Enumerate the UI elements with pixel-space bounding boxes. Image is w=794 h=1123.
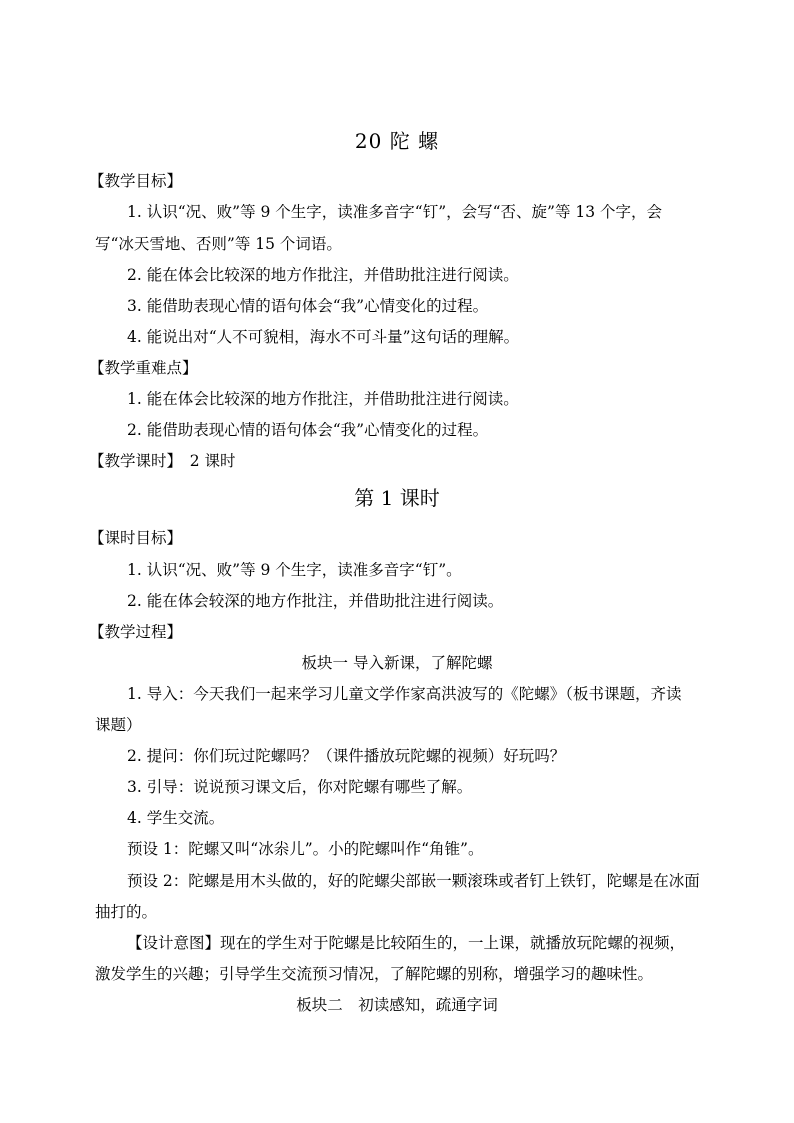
step-4: 4. 学生交流。	[127, 809, 225, 827]
heading-teaching-process: 【教学过程】	[89, 623, 183, 641]
page-title: 20 陀 螺	[354, 129, 440, 153]
heading-teaching-goals: 【教学目标】	[89, 172, 183, 190]
goal-item-3: 3. 能借助表现心情的语句体会“我”心情变化的过程。	[127, 297, 489, 315]
key-point-1: 1. 能在体会比较深的地方作批注，并借助批注进行阅读。	[127, 390, 519, 408]
step-2: 2. 提问：你们玩过陀螺吗？（课件播放玩陀螺的视频）好玩吗？	[127, 747, 566, 765]
goal-item-1: 1. 认识“况、败”等 9 个生字，读准多音字“钉”，会写“否、旋”等 13 个字，会	[127, 203, 663, 221]
goal-item-2: 2. 能在体会比较深的地方作批注，并借助批注进行阅读。	[127, 266, 519, 284]
heading-lesson-goals: 【课时目标】	[89, 529, 183, 547]
heading-class-hours: 【教学课时】 2 课时	[89, 452, 236, 470]
design-intent-cont: 激发学生的兴趣；引导学生交流预习情况，了解陀螺的别称，增强学习的趣味性。	[95, 965, 654, 983]
section-heading-2: 板块二 初读感知，疏通字词	[296, 996, 498, 1014]
heading-key-points: 【教学重难点】	[89, 359, 198, 377]
lesson-goal-2: 2. 能在体会较深的地方作批注，并借助批注进行阅读。	[127, 592, 504, 610]
step-1: 1. 导入：今天我们一起来学习儿童文学作家高洪波写的《陀螺》（板书课题，齐读	[127, 685, 682, 703]
preset-2: 预设 2：陀螺是用木头做的，好的陀螺尖部嵌一颗滚珠或者钉上铁钉，陀螺是在冰面	[127, 872, 700, 890]
key-point-2: 2. 能借助表现心情的语句体会“我”心情变化的过程。	[127, 421, 489, 439]
goal-item-4: 4. 能说出对“人不可貌相，海水不可斗量”这句话的理解。	[127, 328, 520, 346]
lesson-title: 第 1 课时	[354, 486, 440, 510]
goal-item-1-cont: 写“冰天雪地、否则”等 15 个词语。	[95, 235, 342, 253]
section-heading-1: 板块一 导入新课，了解陀螺	[301, 654, 493, 672]
step-3: 3. 引导：说说预习课文后，你对陀螺有哪些了解。	[127, 778, 473, 796]
preset-1: 预设 1：陀螺又叫“冰尜儿”。小的陀螺叫作“角锥”。	[127, 840, 484, 858]
design-intent: 【设计意图】现在的学生对于陀螺是比较陌生的，一上课，就播放玩陀螺的视频，	[127, 934, 686, 952]
lesson-goal-1: 1. 认识“况、败”等 9 个生字，读准多音字“钉”。	[127, 561, 462, 579]
step-1-cont: 课题）	[95, 716, 142, 734]
preset-2-cont: 抽打的。	[95, 903, 158, 921]
